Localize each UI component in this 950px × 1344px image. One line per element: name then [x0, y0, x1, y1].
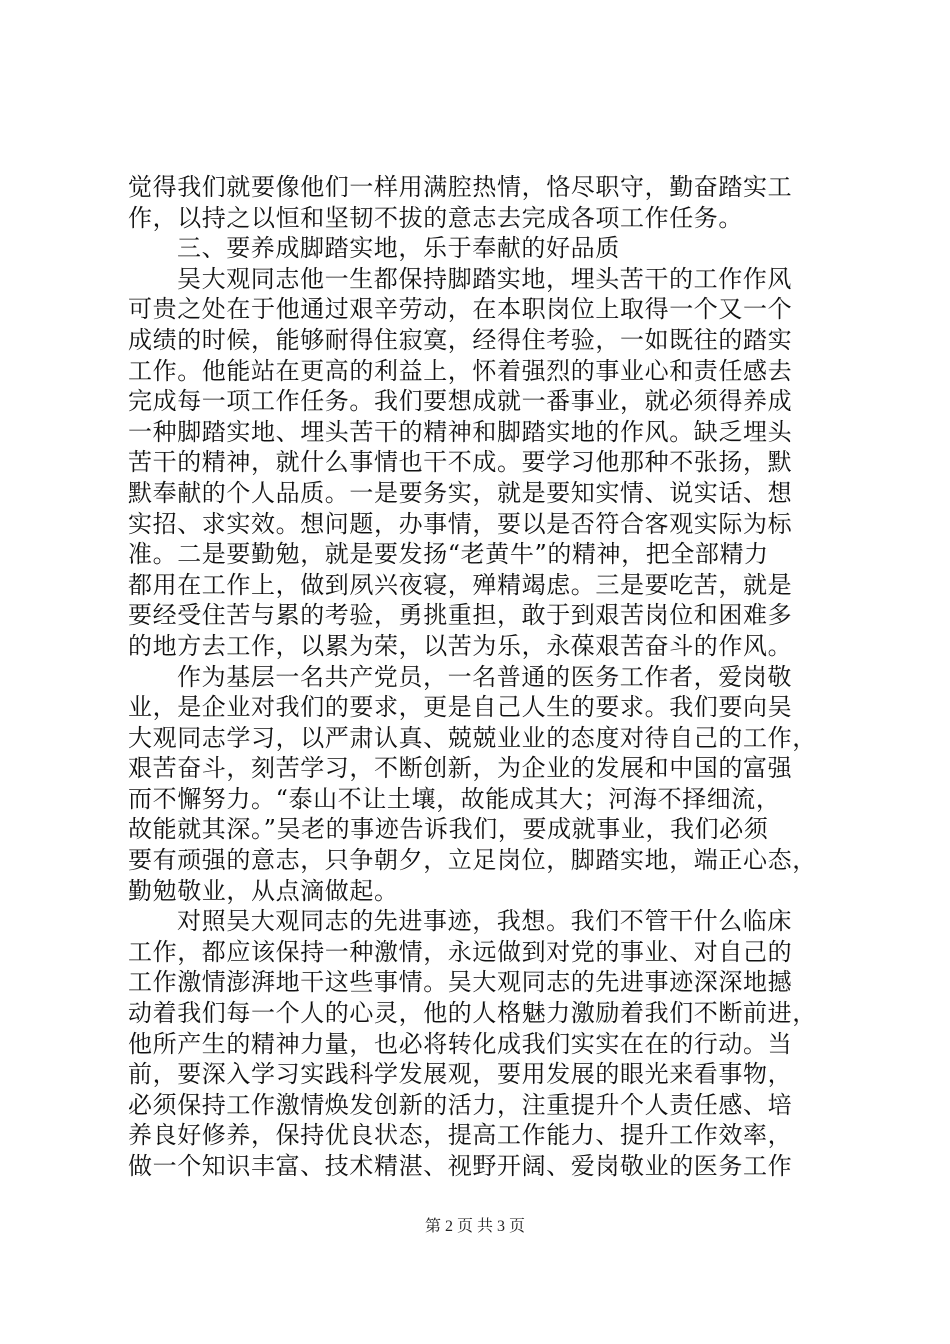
text-line: 工作激情澎湃地干这些事情。吴大观同志的先进事迹深深地撼: [128, 968, 793, 997]
text-line: 准。二是要勤勉，就是要发扬“老黄牛”的精神，把全部精力: [128, 540, 769, 569]
text-line: 工作，都应该保持一种激情，永远做到对党的事业、对自己的: [128, 937, 793, 966]
text-line: 业，是企业对我们的要求，更是自己人生的要求。我们要向吴: [128, 693, 793, 722]
page-footer: 第 2 页 共 3 页: [424, 1218, 525, 1235]
text-line: 觉得我们就要像他们一样用满腔热情，恪尽职守，勤奋踏实工: [128, 173, 793, 201]
text-line: 作为基层一名共产党员，一名普通的医务工作者，爱岗敬: [177, 662, 792, 691]
text-line: 养良好修养，保持优良状态，提高工作能力、提升工作效率，: [128, 1121, 793, 1150]
text-line: 要有顽强的意志，只争朝夕，立足岗位，脚踏实地，端正心态，: [128, 846, 817, 875]
text-line: 都用在工作上，做到夙兴夜寝，殚精竭虑。三是要吃苦，就是: [128, 570, 793, 599]
text-line: 三、要养成脚踏实地，乐于奉献的好品质: [177, 234, 620, 263]
text-line: 他所产生的精神力量，也必将转化成我们实实在在的行动。当: [128, 1029, 793, 1058]
text-line: 要经受住苦与累的考验，勇挑重担，敢于到艰苦岗位和困难多: [128, 601, 793, 630]
text-line: 动着我们每一个人的心灵，他的人格魅力激励着我们不断前进，: [128, 999, 817, 1028]
text-line: 成绩的时候，能够耐得住寂寞，经得住考验，一如既往的踏实: [128, 325, 793, 354]
text-line: 大观同志学习，以严肃认真、兢兢业业的态度对待自己的工作，: [128, 723, 817, 752]
text-line: 实招、求实效。想问题，办事情，要以是否符合客观实际为标: [128, 509, 793, 538]
text-line: 作，以持之以恒和坚韧不拔的意志去完成各项工作任务。: [128, 203, 743, 232]
text-line: 而不懈努力。“泰山不让土壤，故能成其大；河海不择细流，: [128, 784, 781, 813]
text-line: 做一个知识丰富、技术精湛、视野开阔、爱岗敬业的医务工作: [128, 1152, 793, 1180]
text-line: 工作。他能站在更高的利益上，怀着强烈的事业心和责任感去: [128, 356, 793, 385]
text-line: 前，要深入学习实践科学发展观，要用发展的眼光来看事物，: [128, 1060, 793, 1089]
text-line: 艰苦奋斗，刻苦学习，不断创新，为企业的发展和中国的富强: [128, 754, 793, 783]
text-line: 默奉献的个人品质。一是要务实，就是要知实情、说实话、想: [128, 478, 793, 507]
text-line: 必须保持工作激情焕发创新的活力，注重提升个人责任感、培: [128, 1090, 793, 1119]
text-line: 的地方去工作，以累为荣，以苦为乐，永葆艰苦奋斗的作风。: [128, 631, 793, 660]
text-line: 可贵之处在于他通过艰辛劳动，在本职岗位上取得一个又一个: [128, 295, 793, 324]
text-line: 完成每一项工作任务。我们要想成就一番事业，就必须得养成: [128, 387, 793, 416]
text-line: 故能就其深。”吴老的事迹告诉我们，要成就事业，我们必须: [128, 815, 769, 844]
text-line: 吴大观同志他一生都保持脚踏实地，埋头苦干的工作作风: [177, 264, 792, 293]
document-body: [128, 172, 838, 1182]
text-line: 对照吴大观同志的先进事迹，我想。我们不管干什么临床: [177, 907, 792, 936]
text-line: 苦干的精神，就什么事情也干不成。要学习他那种不张扬，默: [128, 448, 793, 477]
text-line: 勤勉敬业，从点滴做起。: [128, 876, 399, 905]
text-line: 一种脚踏实地、埋头苦干的精神和脚踏实地的作风。缺乏埋头: [128, 417, 793, 446]
